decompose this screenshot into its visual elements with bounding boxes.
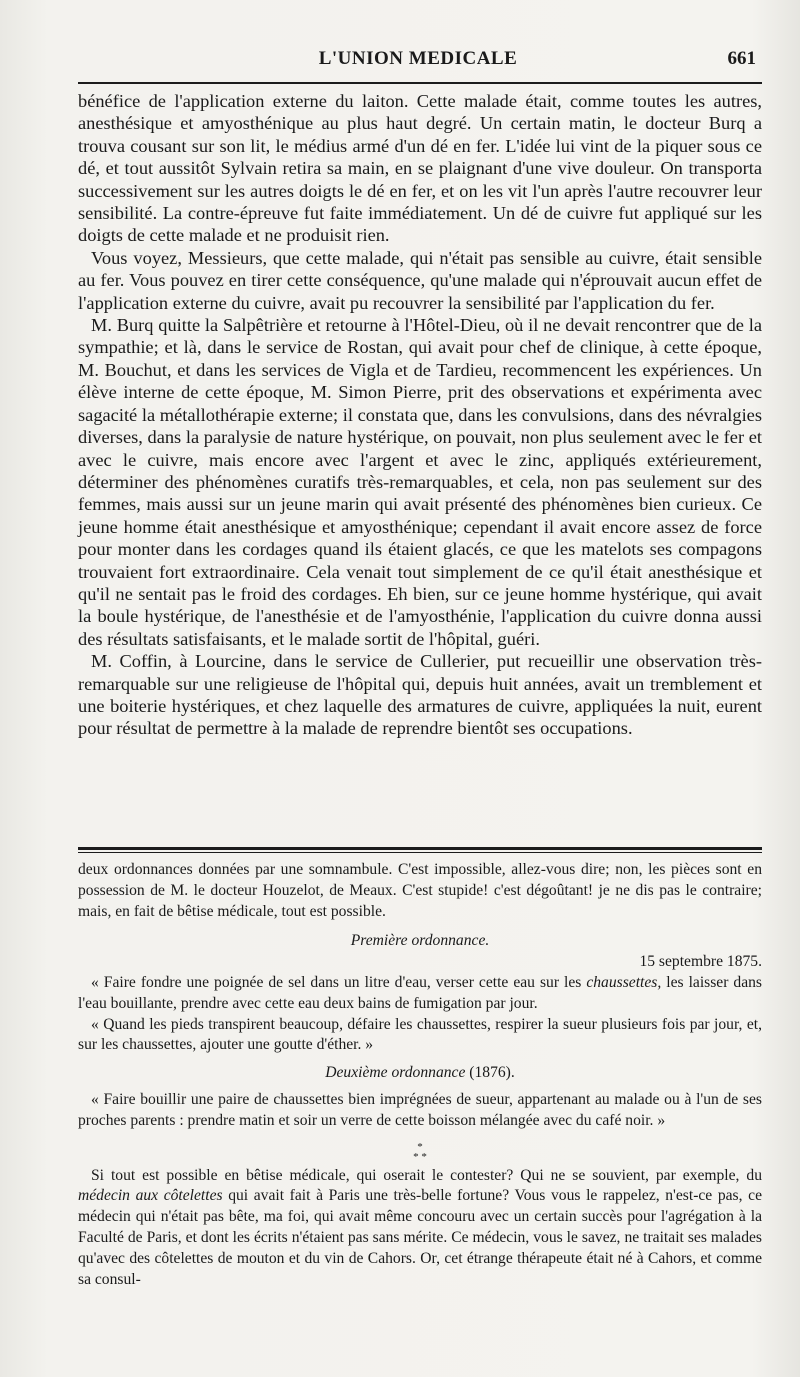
second-prescription-para: « Faire bouillir une paire de chaussettes bien imprégnées de sueur, appartenant au malade ou à l'un de ses proches parents : prendre matin et soir un verre de cette boisson mélangée avec du café noir. » xyxy=(78,1090,762,1129)
paragraph: M. Coffin, à Lourcine, dans le service de Cullerier, put recueillir une observation très-remarquable sur une religieuse de l'hôpital qui, depuis huit années, avait un tremblement et une boiterie hystériques, et chez laquelle des armatures de cuivre, appliquées la nuit, eurent pour résultat de permettre à la malade de reprendre bientôt ses occupations. xyxy=(78,651,762,739)
section-separator xyxy=(78,1142,762,1162)
paragraph: M. Burq quitte la Salpêtrière et retourne à l'Hôtel-Dieu, où il ne devait rencontrer que de la sympathie; et là, dans le service de Rostan, qui avait pour chef de clinique, à cette époque, M. Bouchut, et dans les services de Vigla et de Tardieu, recommencent les expériences. Un élève interne de cette époque, M. Simon Pierre, prit des observations et expérimenta avec sagacité la métallothérapie externe; il constata que, dans les convulsions, dans des névralgies diverses, dans la paralysie de nature hystérique, on pouvait, non plus seulement avec le fer et avec le cuivre, mais encore avec l'argent et avec le zinc, appliqués extérieurement, déterminer des phénomènes curatifs très-remarquables, et cela, non pas seulement sur des femmes, mais aussi sur un jeune marin qui avait présenté des phénomènes bien curieux. Ce jeune homme était anesthésique et amyosthénique; cependant il avait encore assez de force pour monter dans les cordages quand ils étaient glacés, ce que les matelots ses compagons trouvaient fort extraordinaire. Cela venait tout simplement de ce qu'il était anesthésique et qu'il ne sentait pas le froid des cordages. Eh bien, sur ce jeune homme hystérique, qui avait la boule hystérique, de l'anesthésie et de l'amyosthénie, l'application du cuivre donna aussi des résultats satisfaisants, et le malade sortit de l'hôpital, guéri. xyxy=(78,315,762,649)
heading-year: (1876). xyxy=(465,1064,515,1082)
text-run: « Faire fondre une poignée de sel dans un litre d'eau, verser cette eau sur les xyxy=(91,973,587,991)
first-prescription-heading: Première ordonnance. xyxy=(350,932,490,950)
header-rule xyxy=(78,82,762,84)
text-run: Si tout est possible en bêtise médicale, qui oserait le contester? Qui ne se souvient, par exemple, du xyxy=(91,1166,762,1184)
separator-star: * xyxy=(417,1140,423,1153)
section-rule xyxy=(78,847,762,850)
heading-text: Deuxième ordonnance xyxy=(325,1064,466,1082)
text-run: qui avait fait à Paris une très-belle fortune? Vous vous le rappelez, n'est-ce pas, ce médecin qui n'était pas bête, ma foi, qui avait même concouru avec un certain succès pour l'agrégation à la Faculté de Paris, et dont les écrits n'étaient pas sans mérite. Ce médecin, vous le savez, ne traitait ses malades qu'avec des côtelettes de mouton et du vin de Cahors. Or, cet étrange thérapeute était né à Cahors, et comme sa consul- xyxy=(78,1187,762,1288)
page-number: 661 xyxy=(727,48,756,69)
running-title: L'UNION MEDICALE xyxy=(318,48,518,69)
note-intro: deux ordonnances données par une somnambule. C'est impossible, allez-vous dire; non, les pièces sont en possession de M. le docteur Houzelot, de Meaux. C'est stupide! c'est dégoûtant! je ne dis pas le contraire; mais, en fait de bêtise médicale, tout est possible. xyxy=(78,861,762,920)
first-prescription-para-2: « Quand les pieds transpirent beaucoup, défaire les chaussettes, respirer la sueur plusieurs fois par jour, et, sur les chaussettes, ajouter une goutte d'éther. » xyxy=(78,1015,762,1054)
final-paragraph xyxy=(78,1166,762,1291)
paragraph: bénéfice de l'application externe du laiton. Cette malade était, comme toutes les autres, anesthésique et amyosthénique au plus haut degré. Un certain matin, le docteur Burq a trouva cousant sur son lit, le médius armé d'un dé en fer. L'idée lui vint de la piquer sous ce dé, et tout aussitôt Sylvain retira sa main, en se plaignant d'une vive douleur. On transporta successivement sur les autres doigts le dé en fer, et on les vit l'un après l'autre recouvrer leur sensibilité. La contre-épreuve fut faite immédiatement. Un dé de cuivre fut appliqué sur les doigts de cette malade et ne produisit rien. xyxy=(78,91,762,246)
first-prescription-para-1 xyxy=(78,973,762,1015)
separator-stars: * * xyxy=(413,1150,427,1163)
feuilleton-text xyxy=(78,860,762,1290)
section-rule-thin xyxy=(78,852,762,853)
main-text xyxy=(78,90,762,740)
emphasis: chaussettes, xyxy=(586,973,662,991)
paragraph: Vous voyez, Messieurs, que cette malade, qui n'était pas sensible au cuivre, était sensible au fer. Vous pouvez en tirer cette conséquence, qu'une malade qui n'éprouvait aucun effet de l'application externe du cuivre, avait pu recouvrer la sensibilité par l'application du fer. xyxy=(78,247,762,313)
emphasis: médecin aux côtelettes xyxy=(78,1187,223,1205)
text-run: les laisser dans l'eau bouillante, prendre avec cette eau deux bains de fumigation par jour. xyxy=(78,973,762,1012)
page-header xyxy=(78,46,758,76)
first-prescription-date: 15 septembre 1875. xyxy=(639,953,762,971)
second-prescription-heading xyxy=(78,1063,762,1084)
